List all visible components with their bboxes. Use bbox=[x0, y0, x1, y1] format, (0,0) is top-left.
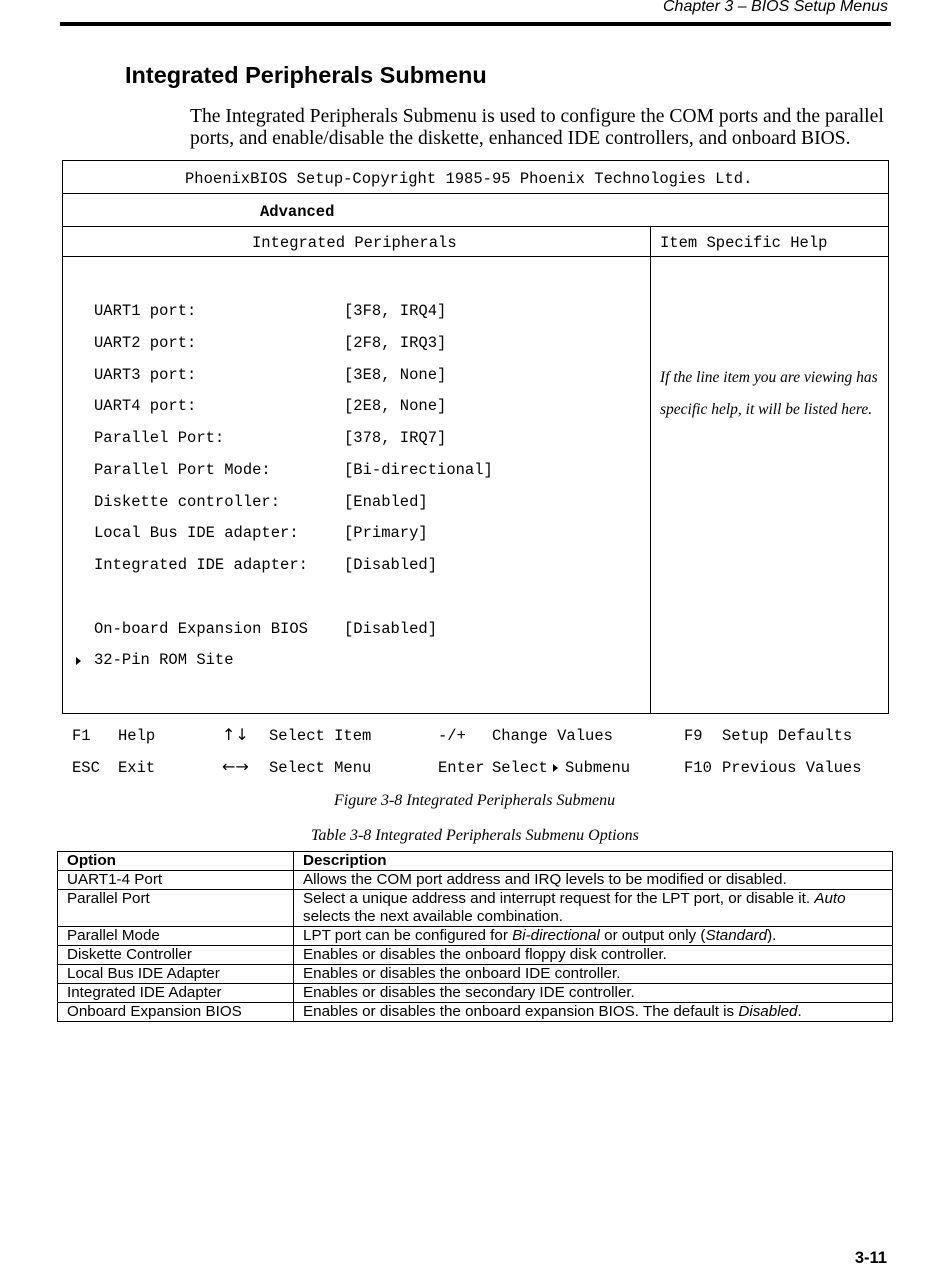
table-cell-option: UART1-4 Port bbox=[58, 871, 294, 890]
header-rule bbox=[60, 22, 891, 26]
key-leftright-action: Select Menu bbox=[269, 759, 372, 777]
table-row bbox=[58, 890, 893, 927]
option-label-uart2[interactable]: UART2 port: bbox=[94, 334, 197, 352]
desc-emphasis: Auto bbox=[814, 890, 846, 907]
option-label-parallel-mode[interactable]: Parallel Port Mode: bbox=[94, 461, 271, 479]
option-label-local-bus-ide[interactable]: Local Bus IDE adapter: bbox=[94, 524, 299, 542]
option-value-parallel-mode[interactable]: [Bi-directional] bbox=[344, 461, 493, 479]
desc-text: or output only ( bbox=[599, 927, 706, 944]
option-value-uart2[interactable]: [2F8, IRQ3] bbox=[344, 334, 447, 352]
key-enter-action-submenu: Submenu bbox=[565, 759, 631, 777]
key-enter-action-select: Select bbox=[492, 759, 548, 777]
option-label-uart1[interactable]: UART1 port: bbox=[94, 302, 197, 320]
submenu-pointer-icon bbox=[76, 657, 81, 665]
table-header-description: Description bbox=[294, 852, 893, 871]
option-label-integrated-ide[interactable]: Integrated IDE adapter: bbox=[94, 556, 308, 574]
desc-emphasis: Standard bbox=[705, 927, 768, 944]
table-cell-description: Enables or disables the secondary IDE controller. bbox=[294, 984, 893, 1003]
option-value-uart4[interactable]: [2E8, None] bbox=[344, 397, 447, 415]
table-cell-option: Local Bus IDE Adapter bbox=[58, 965, 294, 984]
key-f9-action: Setup Defaults bbox=[722, 727, 853, 745]
table-row bbox=[58, 965, 893, 984]
bios-panel-title: Integrated Peripherals bbox=[252, 234, 457, 252]
item-help-text: If the line item you are viewing has specific help, it will be listed here. bbox=[660, 369, 878, 418]
option-value-parallel-port[interactable]: [378, IRQ7] bbox=[344, 429, 447, 447]
table-cell-option: Integrated IDE Adapter bbox=[58, 984, 294, 1003]
table-cell-description bbox=[294, 890, 893, 927]
desc-text: LPT port can be configured for bbox=[303, 927, 513, 944]
option-value-integrated-ide[interactable]: [Disabled] bbox=[344, 556, 438, 574]
page-number: 3-11 bbox=[854, 1249, 887, 1267]
key-minus-plus: -/+ bbox=[438, 727, 466, 745]
key-f1-action: Help bbox=[118, 727, 156, 745]
table-header-option: Option bbox=[58, 852, 294, 871]
table-cell-description: Enables or disables the onboard IDE controller. bbox=[294, 965, 893, 984]
bios-menu-advanced[interactable]: Advanced bbox=[260, 203, 335, 221]
options-table bbox=[57, 851, 893, 1022]
table-cell-option: Diskette Controller bbox=[58, 946, 294, 965]
bios-copyright: PhoenixBIOS Setup-Copyright 1985-95 Phoenix Technologies Ltd. bbox=[185, 170, 753, 188]
chapter-header: Chapter 3 – BIOS Setup Menus bbox=[662, 0, 888, 15]
option-label-diskette[interactable]: Diskette controller: bbox=[94, 493, 281, 511]
up-down-arrows-icon: ↑↓ bbox=[222, 725, 249, 744]
key-minus-plus-action: Change Values bbox=[492, 727, 613, 745]
option-value-diskette[interactable]: [Enabled] bbox=[344, 493, 428, 511]
bios-divider bbox=[63, 256, 888, 257]
key-f1: F1 bbox=[72, 727, 91, 745]
key-esc-action: Exit bbox=[118, 759, 156, 777]
desc-text: Select a unique address and interrupt request for the LPT port, or disable it. bbox=[303, 890, 815, 907]
desc-emphasis: Disabled bbox=[738, 1003, 798, 1020]
left-right-arrows-icon: ←→ bbox=[222, 757, 249, 776]
option-label-uart3[interactable]: UART3 port: bbox=[94, 366, 197, 384]
table-row bbox=[58, 984, 893, 1003]
table-cell-option: Parallel Mode bbox=[58, 927, 294, 946]
key-f10-action: Previous Values bbox=[722, 759, 862, 777]
table-header-row bbox=[58, 852, 893, 871]
desc-text: ). bbox=[767, 927, 777, 944]
option-label-expansion-bios[interactable]: On-board Expansion BIOS bbox=[94, 620, 308, 638]
bios-help-title: Item Specific Help bbox=[660, 234, 828, 252]
option-label-parallel-port[interactable]: Parallel Port: bbox=[94, 429, 225, 447]
table-cell-description: Allows the COM port address and IRQ levels to be modified or disabled. bbox=[294, 871, 893, 890]
table-row bbox=[58, 927, 893, 946]
table-row bbox=[58, 871, 893, 890]
desc-text: . bbox=[797, 1003, 802, 1020]
key-enter: Enter bbox=[438, 759, 485, 777]
table-cell-description bbox=[294, 927, 893, 946]
desc-emphasis: Bi-directional bbox=[512, 927, 600, 944]
option-value-local-bus-ide[interactable]: [Primary] bbox=[344, 524, 428, 542]
desc-text: Enables or disables the onboard expansion BIOS. The default is bbox=[303, 1003, 739, 1020]
key-f9: F9 bbox=[684, 727, 703, 745]
table-row bbox=[58, 946, 893, 965]
option-value-uart1[interactable]: [3F8, IRQ4] bbox=[344, 302, 447, 320]
submenu-item-32pin-rom[interactable]: 32-Pin ROM Site bbox=[94, 651, 234, 669]
option-value-expansion-bios[interactable]: [Disabled] bbox=[344, 620, 438, 638]
key-esc: ESC bbox=[72, 759, 100, 777]
bios-divider bbox=[63, 193, 888, 194]
bios-divider bbox=[63, 226, 888, 227]
desc-text: selects the next available combination. bbox=[303, 908, 564, 925]
table-caption: Table 3-8 Integrated Peripherals Submenu Options bbox=[311, 827, 639, 844]
option-value-uart3[interactable]: [3E8, None] bbox=[344, 366, 447, 384]
section-title: Integrated Peripherals Submenu bbox=[125, 62, 487, 88]
submenu-pointer-icon bbox=[553, 764, 558, 772]
table-cell-option: Onboard Expansion BIOS bbox=[58, 1003, 294, 1022]
table-cell-description bbox=[294, 1003, 893, 1022]
figure-caption: Figure 3-8 Integrated Peripherals Submenu bbox=[334, 792, 616, 809]
bios-column-divider bbox=[650, 227, 651, 713]
intro-paragraph: The Integrated Peripherals Submenu is used to configure the COM ports and the parallel ports, and enable/disable the diskette, enhanced IDE controllers, and onboard BIOS. bbox=[190, 106, 884, 149]
table-cell-option: Parallel Port bbox=[58, 890, 294, 927]
key-updown-action: Select Item bbox=[269, 727, 372, 745]
option-label-uart4[interactable]: UART4 port: bbox=[94, 397, 197, 415]
key-f10: F10 bbox=[684, 759, 712, 777]
table-row bbox=[58, 1003, 893, 1022]
table-cell-description: Enables or disables the onboard floppy disk controller. bbox=[294, 946, 893, 965]
